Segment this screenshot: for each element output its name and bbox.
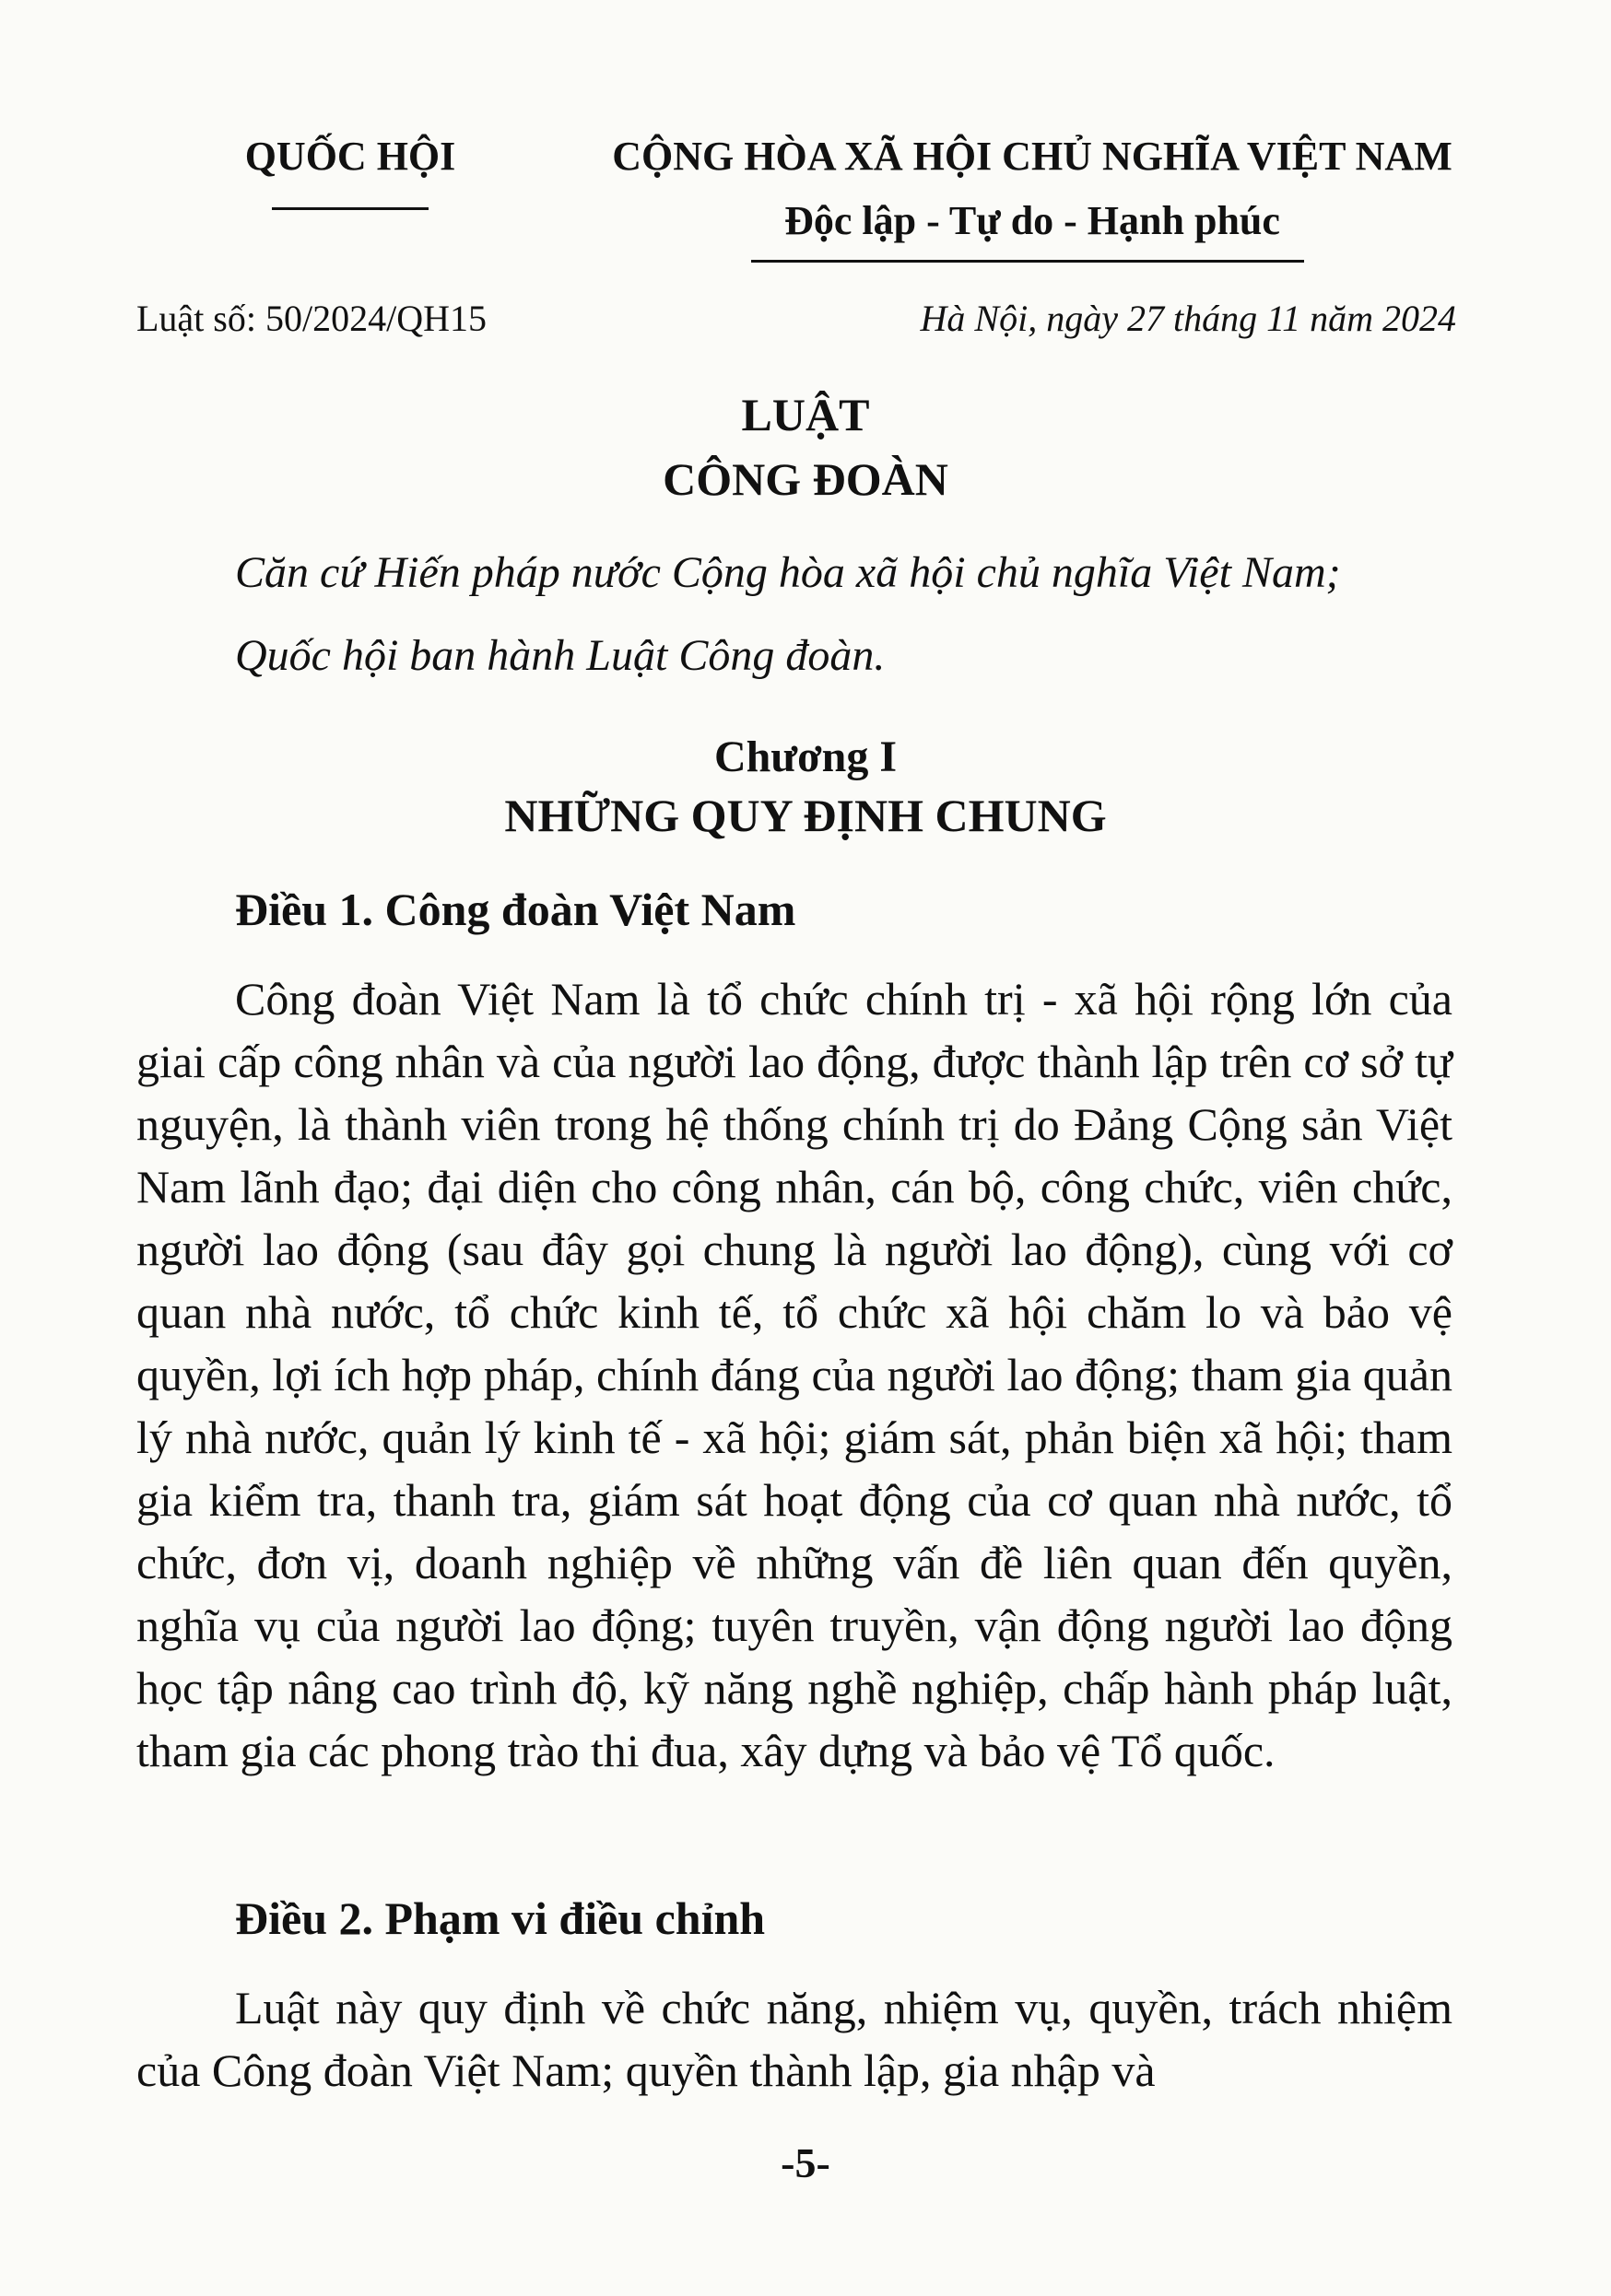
article-1-heading: Điều 1. Công đoàn Việt Nam	[235, 884, 796, 935]
country-name: CỘNG HÒA XÃ HỘI CHỦ NGHĨA VIỆT NAM	[612, 134, 1452, 179]
law-number: Luật số: 50/2024/QH15	[136, 298, 487, 339]
document-title: CÔNG ĐOÀN	[663, 453, 948, 505]
chapter-number: Chương I	[713, 732, 898, 781]
page-number: -5-	[781, 2139, 830, 2186]
national-motto: Độc lập - Tự do - Hạnh phúc	[784, 198, 1280, 243]
article-1-text: Công đoàn Việt Nam là tổ chức chính trị - xã hội rộng lớn của giai cấp công nhân và của người lao động, được thành lập trên cơ sở tự nguyện, là thành viên trong hệ thống chính trị do Đảng Cộng sản Việt Nam lãnh đạo; đại diện cho công nhân, cán bộ, công chức, viên chức, người lao động (sau đây gọi chung là người lao động), cùng với cơ quan nhà nước, tổ chức kinh tế, tổ chức xã hội chăm lo và bảo vệ quyền, lợi ích hợp pháp, chính đáng của người lao động; tham gia quản lý nhà nước, quản lý kinh tế - xã hội; giám sát, phản biện xã hội; tham gia kiểm tra, thanh tra, giám sát hoạt động của cơ quan nhà nước, tổ chức, đơn vị, doanh nghiệp về những vấn đề liên quan đến quyền, nghĩa vụ của người lao động; tuyên truyền, vận động người lao động học tập nâng cao trình độ, kỹ năng nghề nghiệp, chấp hành pháp luật, tham gia các phong trào thi đua, xây dựng và bảo vệ Tổ quốc.	[136, 973, 1452, 1776]
motto-underline	[751, 260, 1304, 263]
preamble-basis: Căn cứ Hiến pháp nước Cộng hòa xã hội chủ nghĩa Việt Nam;	[235, 548, 1341, 597]
preamble-enactment: Quốc hội ban hành Luật Công đoàn.	[235, 631, 886, 680]
article-2-text: Luật này quy định về chức năng, nhiệm vụ, quyền, trách nhiệm của Công đoàn Việt Nam; quyền thành lập, gia nhập và	[136, 1982, 1452, 2096]
issuer-underline	[272, 207, 429, 210]
place-date: Hà Nội, ngày 27 tháng 11 năm 2024	[920, 298, 1456, 339]
chapter-title: NHỮNG QUY ĐỊNH CHUNG	[504, 790, 1107, 841]
document-type: LUẬT	[741, 389, 870, 440]
issuer-name: QUỐC HỘI	[244, 134, 456, 179]
article-2-heading: Điều 2. Phạm vi điều chỉnh	[235, 1892, 766, 1944]
